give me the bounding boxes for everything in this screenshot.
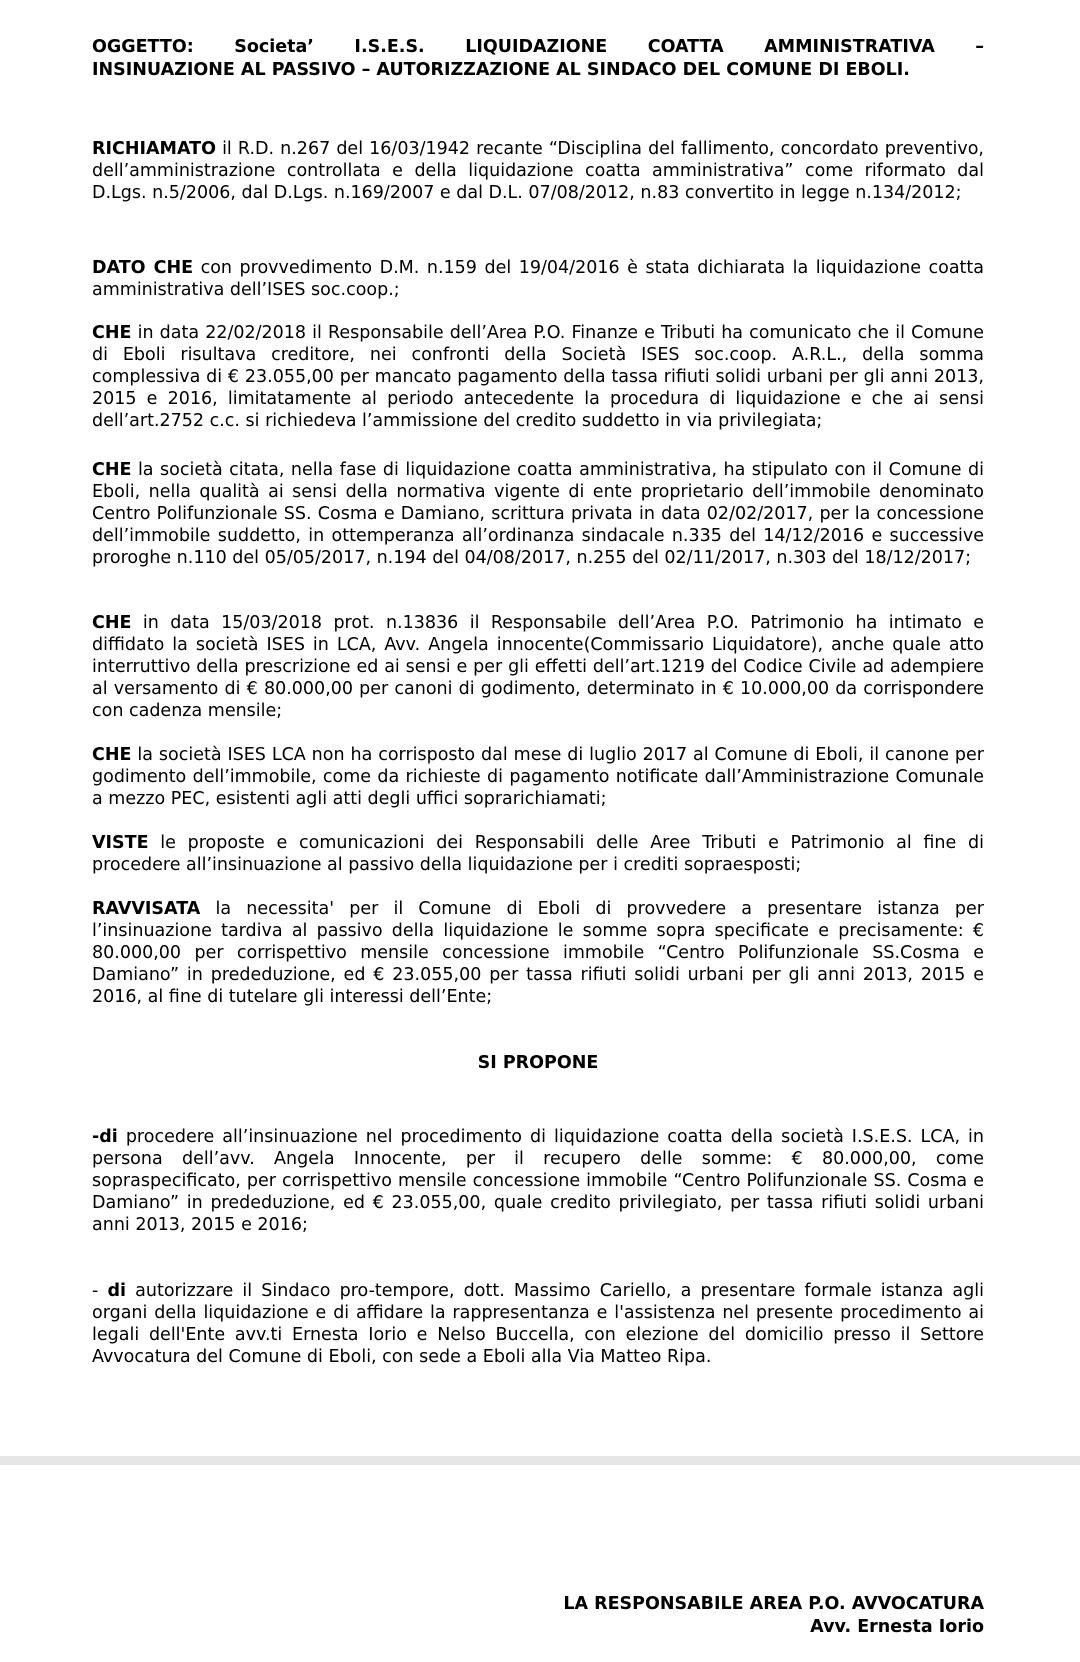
paragraph-keyword: CHE (92, 460, 132, 480)
paragraph-keyword: RICHIAMATO (92, 139, 216, 159)
paragraph-text: la società ISES LCA non ha corrisposto dal mese di luglio 2017 al Comune di Eboli, il canone per godimento dell’immobile, come da richieste di pagamento notificate dall’Amministrazione Comunale a mezzo PEC, esistenti agli atti degli uffici soprarichiamati; (92, 745, 984, 809)
paragraph-che-4 (92, 744, 984, 810)
paragraph-che-2 (92, 459, 984, 569)
proposal-text: procedere all’insinuazione nel procedimento di liquidazione coatta della società I.S.E.S. LCA, in persona dell’avv. Angela Innocente, per il recupero delle somme: € 80.000,00, come sopraspecificato, per corrispettivo mensile concessione immobile “Centro Polifunzionale SS. Cosma e Damiano” in prededuzione, ed € 23.055,00, quale credito privilegiato, per tassa rifiuti solidi urbani anni 2013, 2015 e 2016; (92, 1127, 984, 1235)
paragraph-keyword: DATO CHE (92, 258, 194, 278)
proposal-item-2 (92, 1280, 984, 1368)
proposal-item-1 (92, 1126, 984, 1236)
paragraph-text: la necessita' per il Comune di Eboli di provvedere a presentare istanza per l’insinuazione tardiva al passivo della liquidazione le somme sopra specificate e precisamente: € 80.000,00 per corrispettivo mensile concessione immobile “Centro Polifunzionale SS.Cosma e Damiano” in prededuzione, ed € 23.055,00 per tassa rifiuti solidi urbani per gli anni 2013, 2015 e 2016, al fine di tutelare gli interessi dell’Ente; (92, 899, 984, 1007)
signature-block (563, 1593, 984, 1639)
paragraph-keyword: CHE (92, 613, 132, 633)
proposal-prefix: - (92, 1281, 108, 1301)
subject-line-2: INSINUAZIONE AL PASSIVO – AUTORIZZAZIONE AL SINDACO DEL COMUNE DI EBOLI. (92, 60, 910, 80)
paragraph-keyword: RAVVISATA (92, 899, 201, 919)
paragraph-text: le proposte e comunicazioni dei Responsabili delle Aree Tributi e Patrimonio al fine di procedere all’insinuazione al passivo della liquidazione per i crediti sopraesposti; (92, 833, 984, 875)
paragraph-text: in data 22/02/2018 il Responsabile dell’Area P.O. Finanze e Tributi ha comunicato che il Comune di Eboli risultava creditore, nei confronti della Società ISES soc.coop. A.R.L., della somma complessiva di € 23.055,00 per mancato pagamento della tassa rifiuti solidi urbani per gli anni 2013, 2015 e 2016, limitatamente al periodo antecedente la procedura di liquidazione e che ai sensi dell’art.2752 c.c. si richiedeva l’ammissione del credito suddetto in via privilegiata; (92, 323, 984, 431)
proposal-text: autorizzare il Sindaco pro-tempore, dott. Massimo Cariello, a presentare formale istanza agli organi della liquidazione e di affidare la rappresentanza e l'assistenza nel presente procedimento ai legali dell'Ente avv.ti Ernesta Iorio e Nelso Buccella, con elezione del domicilio presso il Settore Avvocatura del Comune di Eboli, con sede a Eboli alla Via Matteo Ripa. (92, 1281, 984, 1367)
paragraph-text: con provvedimento D.M. n.159 del 19/04/2016 è stata dichiarata la liquidazione coatta amministrativa dell’ISES soc.coop.; (92, 258, 984, 300)
paragraph-ravvisata (92, 898, 984, 1008)
paragraph-che-1 (92, 322, 984, 432)
paragraph-keyword: VISTE (92, 833, 149, 853)
proposal-keyword: -di (92, 1127, 118, 1147)
paragraph-che-3 (92, 612, 984, 722)
document-subject (92, 36, 984, 82)
paragraph-text: la società citata, nella fase di liquidazione coatta amministrativa, ha stipulato con il Comune di Eboli, nella qualità ai sensi della normativa vigente di ente proprietario dell’immobile denominato Centro Polifunzionale SS. Cosma e Damiano, scrittura privata in data 02/02/2017, per la concessione dell’immobile suddetto, in ottemperanza all’ordinanza sindacale n.335 del 14/12/2016 e successive proroghe n.110 del 05/05/2017, n.194 del 04/08/2017, n.255 del 02/11/2017, n.303 del 18/12/2017; (92, 460, 984, 568)
paragraph-viste (92, 832, 984, 876)
signature-name: Avv. Ernesta Iorio (810, 1617, 984, 1637)
paragraph-keyword: CHE (92, 323, 132, 343)
paragraph-dato-che (92, 257, 984, 301)
paragraph-text: il R.D. n.267 del 16/03/1942 recante “Disciplina del fallimento, concordato preventivo, dell’amministrazione controllata e della liquidazione coatta amministrativa” come riformato dal D.Lgs. n.5/2006, dal D.Lgs. n.169/2007 e dal D.L. 07/08/2012, n.83 convertito in legge n.134/2012; (92, 139, 984, 203)
proposal-heading: SI PROPONE (477, 1053, 599, 1073)
signature-title: LA RESPONSABILE AREA P.O. AVVOCATURA (563, 1594, 984, 1614)
paragraph-text: in data 15/03/2018 prot. n.13836 il Responsabile dell’Area P.O. Patrimonio ha intimato e diffidato la società ISES in LCA, Avv. Angela innocente(Commissario Liquidatore), anche quale atto interruttivo della prescrizione ed ai sensi e per gli effetti dell’art.1219 del Codice Civile ad adempiere al versamento di € 80.000,00 per canoni di godimento, determinato in € 10.000,00 da corrispondere con cadenza mensile; (92, 613, 984, 721)
subject-line-1: OGGETTO: Societa’ I.S.E.S. LIQUIDAZIONE COATTA AMMINISTRATIVA – (92, 37, 984, 57)
page-separator (0, 1456, 1080, 1465)
proposal-keyword: di (107, 1281, 126, 1301)
paragraph-richiamato (92, 138, 984, 204)
paragraph-keyword: CHE (92, 745, 132, 765)
